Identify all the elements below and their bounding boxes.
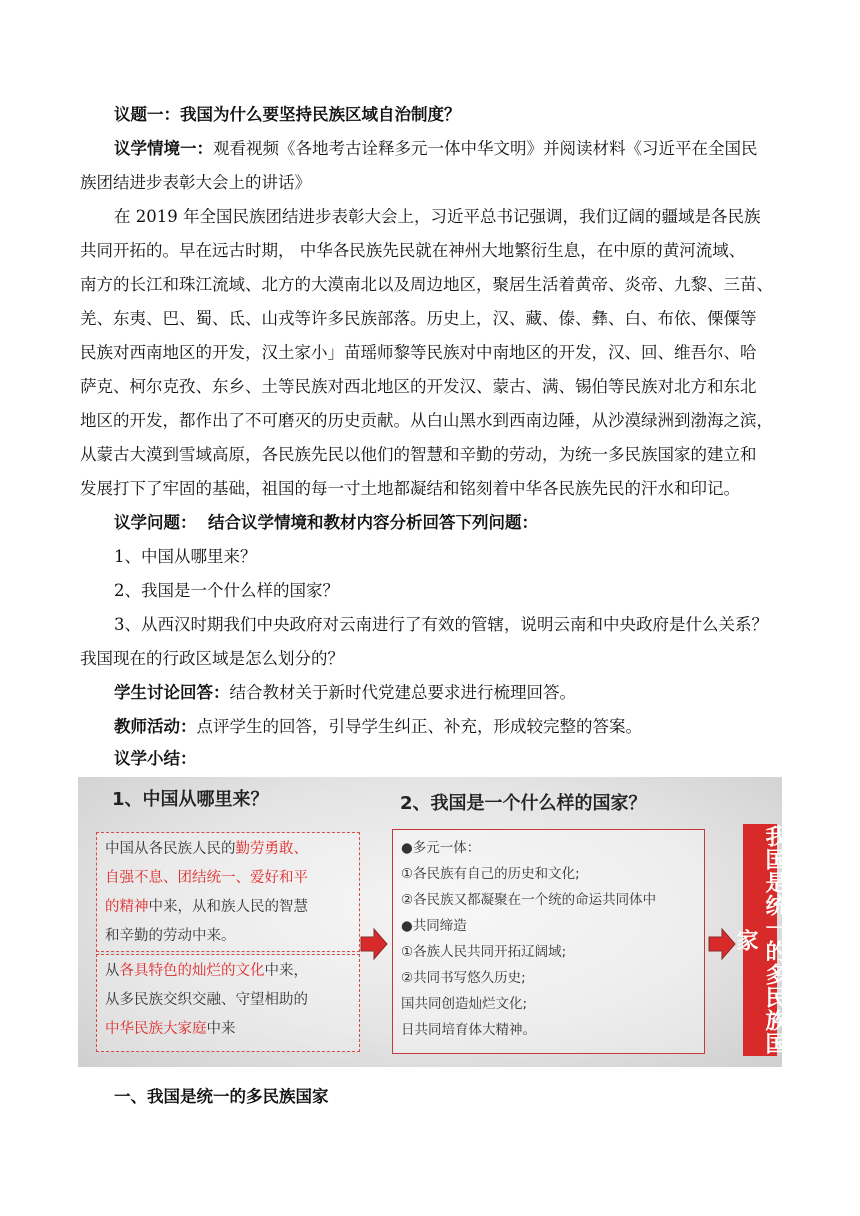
material-line: 从蒙古大漠到雪域高原，各民族先民以他们的智慧和辛勤的劳动，为统一多民族国家的建立和: [80, 445, 757, 464]
material-line: 共同开拓的。早在远古时期， 中华各民族先民就在神州大地繁衍生息，在中原的黄河流域、: [80, 241, 746, 260]
summary-heading-2: 2、我国是一个什么样的国家？: [400, 793, 647, 814]
material-line: 羌、东夷、巴、蜀、氐、山戎等许多民族部落。历史上，汉、藏、傣、彝、白、布依、傈僳等: [80, 309, 757, 328]
origin-box-spirit: [96, 832, 360, 952]
material-line: 民族对西南地区的开发，汉土家小」苗瑶师黎等民族对中南地区的开发，汉、回、维吾尔、哈: [80, 343, 757, 362]
discussion-label: 学生讨论回答：: [114, 683, 230, 702]
material-line: 萨克、柯尔克孜、东乡、土等民族对西北地区的开发汉、蒙古、满、锡伯等民族对北方和东北: [80, 377, 757, 396]
origin-box-culture-text: 从各具特色的灿烂的文化中来， 从多民族交织交融、守望相助的 中华民族大家庭中来: [105, 963, 308, 1037]
list-item: ●共同缔造: [401, 918, 467, 934]
arrow-right-icon: [360, 927, 388, 961]
material-line: 发展打下了牢固的基础，祖国的每一寸土地都凝结和铭刻着中华各民族先民的汗水和印记。: [80, 479, 740, 498]
list-item: ●多元一体：: [401, 840, 481, 856]
list-item: ①各民族有自己的历史和文化;: [401, 866, 580, 882]
situation-line-2: [80, 166, 782, 200]
discussion-line: [114, 676, 782, 710]
summary-label: 议学小结：: [114, 749, 197, 768]
topic-heading: [114, 98, 782, 132]
question-3-line-1: 3、从西汉时期我们中央政府对云南进行了有效的管辖，说明云南和中央政府是什么关系？: [114, 615, 768, 634]
situation-label: 议学情境一：: [114, 139, 213, 158]
situation-line-1: [114, 132, 782, 166]
list-item: ①各族人民共同开拓辽阔域;: [401, 944, 567, 960]
question-2: 2、我国是一个什么样的国家？: [114, 581, 339, 600]
topic-label: 议题一：: [114, 105, 180, 124]
questions-heading: [114, 506, 782, 540]
list-item: ②各民族又都凝聚在一个统的命运共同体中: [401, 892, 657, 908]
material-line: 南方的长江和珠江流域、北方的大漠南北以及周边地区，聚居生活着黄帝、炎帝、九黎、三苗、: [80, 275, 773, 294]
conclusion-banner: 我国是统一的多民族国家: [733, 825, 787, 1055]
situation-text-1: 观看视频《各地考古诠释多元一体中华文明》并阅读材料《习近平在全国民: [213, 139, 758, 158]
question-3-line-2: 我国现在的行政区域是怎么划分的？: [80, 649, 344, 668]
summary-heading-1: 1、中国从哪里来？: [112, 789, 269, 810]
teacher-line: [114, 710, 782, 744]
material-line: 地区的开发，都作出了不可磨灭的历史贡献。从白山黑水到西南边陲，从沙漠绿洲到渤海之滨，: [80, 411, 773, 430]
questions-prompt: 结合议学情境和教材内容分析回答下列问题：: [208, 513, 538, 532]
material-line: 在 2019 年全国民族团结进步表彰大会上，习近平总书记强调，我们辽阔的疆域是各民族: [114, 207, 761, 226]
summary-graphic: [78, 777, 787, 1067]
topic-title: 我国为什么要坚持民族区域自治制度？: [180, 105, 461, 124]
situation-text-2: 族团结进步表彰大会上的讲话》: [80, 173, 311, 192]
questions-label: 议学问题：: [114, 513, 197, 532]
teacher-text: 点评学生的回答，引导学生纠正、补充，形成较完整的答案。: [196, 717, 642, 736]
question-1: 1、中国从哪里来？: [114, 547, 257, 566]
section-heading: 一、我国是统一的多民族国家: [114, 1087, 329, 1106]
discussion-text: 结合教材关于新时代党建总要求进行梳理回答。: [229, 683, 576, 702]
origin-box-culture: [96, 954, 360, 1052]
teacher-label: 教师活动：: [114, 717, 197, 736]
list-item: 日共同培育体大精神。: [401, 1022, 536, 1038]
list-item: ②共同书写悠久历史;: [401, 970, 526, 986]
list-item: 国共同创造灿烂文化;: [401, 996, 528, 1012]
origin-box-spirit-text: 中国从各民族人民的勤劳勇敢、 自强不息、团结统一、爱好和平 的精神中来，从和族人民的智慧 和辛勤的劳动中来。: [105, 841, 308, 944]
nation-characteristics-box: [392, 829, 705, 1054]
